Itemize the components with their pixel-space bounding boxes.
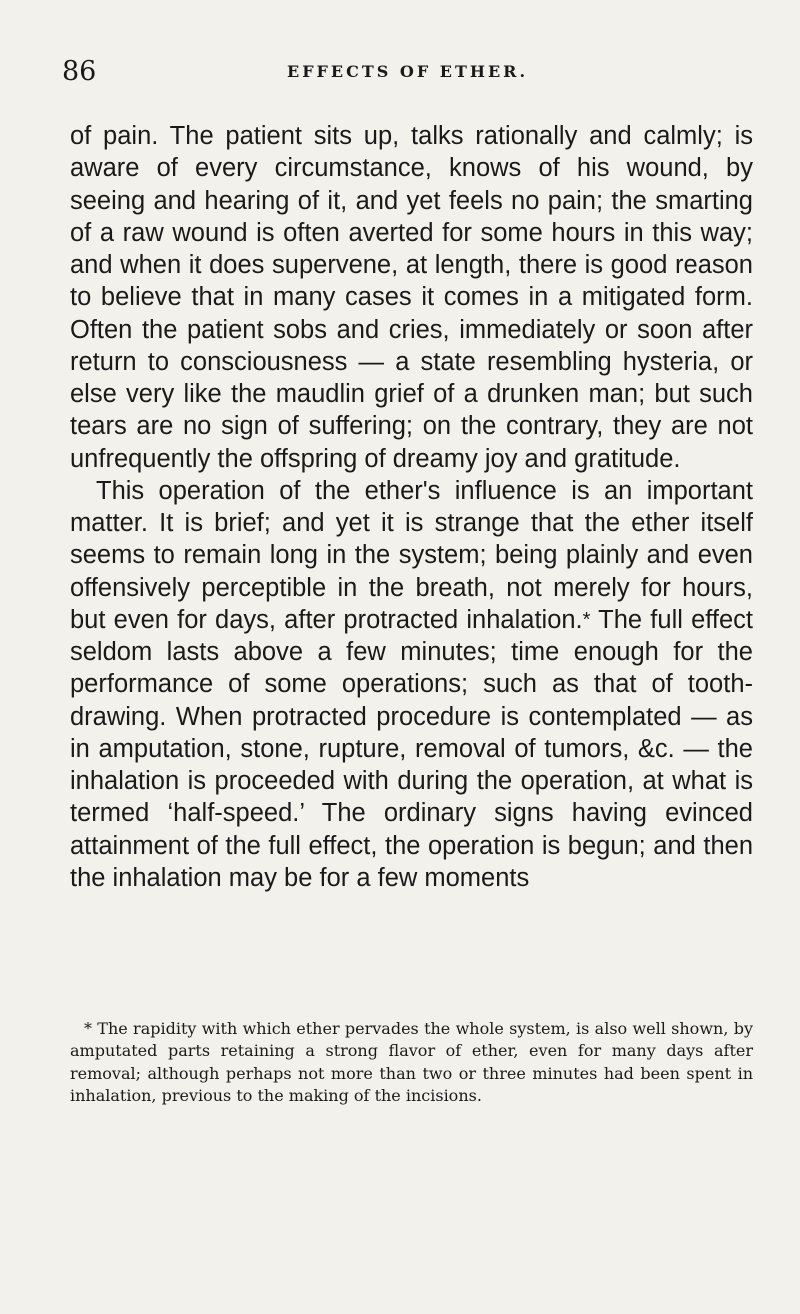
page-number: 86 <box>62 56 97 87</box>
body-text <box>70 120 753 894</box>
paragraph: of pain. The patient sits up, talks rationally and calmly; is aware of every circumstance, knows of his wound, by seeing and hearing of it, and yet feels no pain; the smarting of a raw wound is often averted for some hours in this way; and when it does supervene, at length, there is good reason to believe that in many cases it comes in a mitigated form. Often the patient sobs and cries, immediately or soon after return to consciousness — a state resembling hysteria, or else very like the maudlin grief of a drunken man; but such tears are no sign of suffering; on the contrary, they are not unfrequently the offspring of dreamy joy and gratitude. <box>70 122 753 473</box>
footnote-reference: * <box>582 608 591 631</box>
footnote <box>70 1018 753 1107</box>
running-head <box>62 52 752 92</box>
footnote-paragraph <box>70 1018 753 1107</box>
paragraph <box>70 475 753 894</box>
running-title: EFFECTS OF ETHER. <box>287 62 529 81</box>
footnote-mark: * <box>84 1019 92 1038</box>
paragraph-text: The full effect seldom lasts above a few minutes; time enough for the performance of some operations; such as that of tooth-drawing. When protracted procedure is contemplated — as in amputation, stone, rupture, removal of tumors, &c. — the inhalation is proceeded with during the operation, at what is termed ‘half-speed.’ The ordinary signs having evinced attainment of the full effect, the operation is begun; and then the inhalation may be for a few moments <box>70 605 753 892</box>
paragraph-text: This operation of the ether's influence is an important matter. It is brief; and yet it is strange that the ether itself seems to remain long in the system; being plainly and even offensively perceptible in the breath, not merely for hours, but even for days, after protracted inhalation. <box>70 476 753 634</box>
footnote-text: The rapidity with which ether pervades the whole system, is also well shown, by amputated parts retaining a strong flavor of ether, even for many days after removal; although perhaps not more than two or three minutes had been spent in inhalation, previous to the making of the incisions. <box>70 1019 753 1105</box>
